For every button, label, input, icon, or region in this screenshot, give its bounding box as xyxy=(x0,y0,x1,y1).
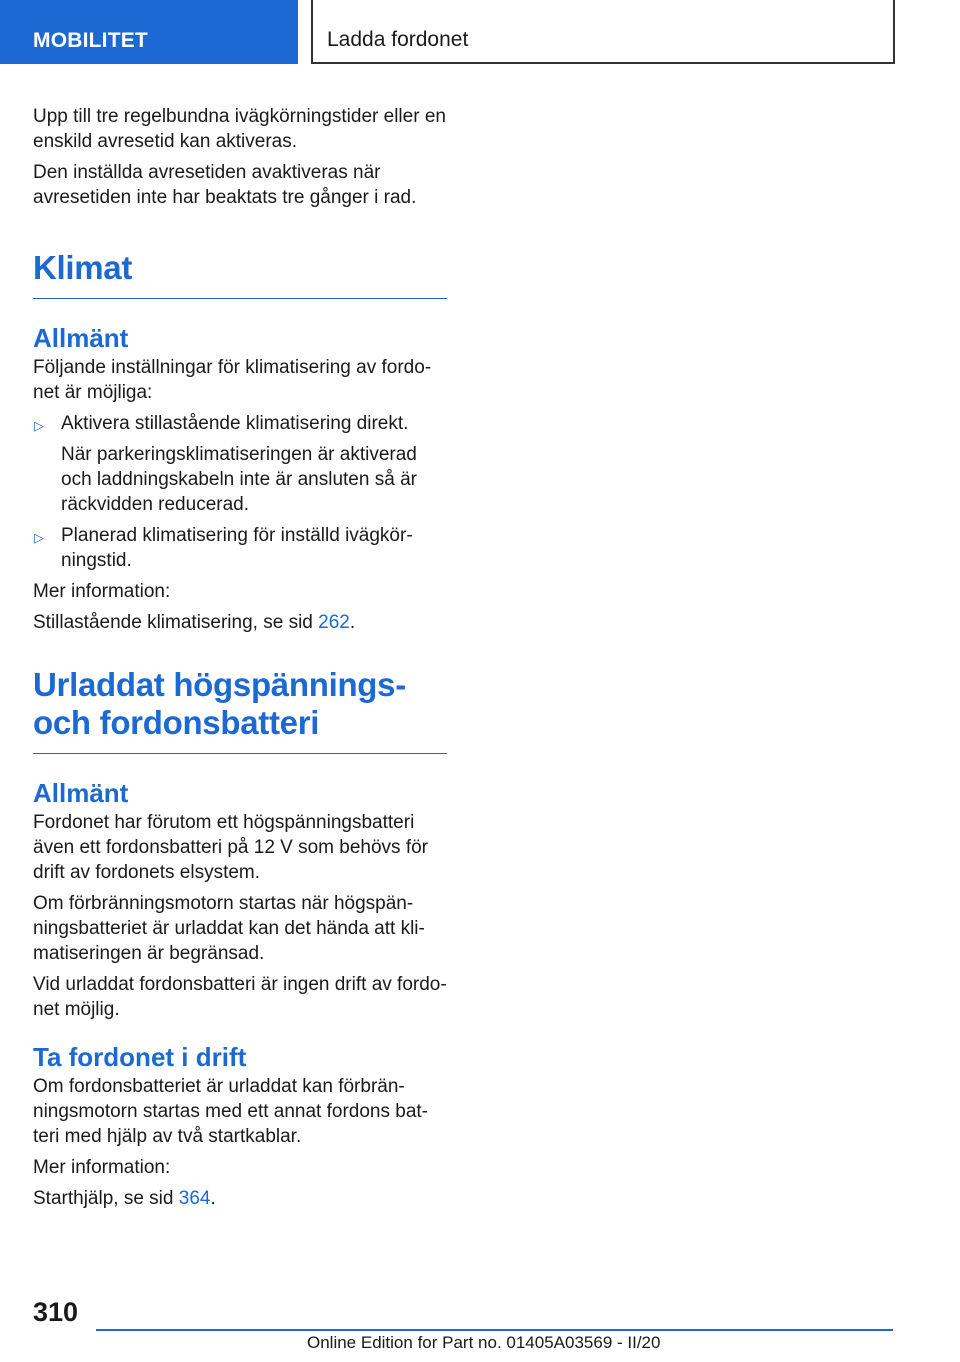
reference-end: . xyxy=(210,1188,216,1209)
intro-paragraph-2: Den inställda avresetiden avaktiveras när avresetiden inte har beaktats tre gånger i rad. xyxy=(33,162,417,208)
battery-paragraph-3: Vid urladdat fordonsbatteri är ingen drift av fordonet möjlig. xyxy=(33,974,447,1020)
battery-more-info-label: Mer information: xyxy=(33,1157,171,1178)
triangle-bullet-icon: ▷ xyxy=(34,418,44,433)
footer-divider xyxy=(96,1329,893,1331)
section-heading-klimat: Klimat xyxy=(33,249,447,299)
chapter-title: Ladda fordonet xyxy=(311,0,895,64)
list-item-text: Planerad klimatisering för inställd ivägkörningstid. xyxy=(61,525,413,571)
reference-text: Stillastående klimatisering, se sid xyxy=(33,612,319,633)
list-item-text: Aktivera stillastående klimatisering direkt. xyxy=(61,413,409,434)
klimat-reference xyxy=(33,610,447,635)
triangle-bullet-icon: ▷ xyxy=(34,530,44,545)
battery-paragraph-4: Om fordonsbatteriet är urladdat kan förbränningsmotorn startas med ett annat fordons batteri med hjälp av två startkablar. xyxy=(33,1076,428,1147)
list-item xyxy=(33,523,447,573)
section-heading-line-2: och fordonsbatteri xyxy=(33,704,320,741)
section-heading-line-1: Urladdat högspännings- xyxy=(33,666,406,703)
page-link-262[interactable]: 262 xyxy=(318,612,350,633)
battery-reference xyxy=(33,1186,447,1211)
reference-text: Starthjälp, se sid xyxy=(33,1188,179,1209)
klimat-paragraph-1: Följande inställningar för klimatisering av fordonet är möjliga: xyxy=(33,357,432,403)
battery-paragraph-1: Fordonet har förutom ett högspänningsbatteri även ett fordonsbatteri på 12 V som behövs för drift av fordonets elsystem. xyxy=(33,812,429,883)
subheading-allmant-klimat: Allmänt xyxy=(33,323,129,353)
section-heading-battery xyxy=(33,666,447,754)
main-content xyxy=(33,104,447,1217)
reference-end: . xyxy=(349,612,356,633)
list-item-note: När parkeringsklimatiseringen är aktiverad och laddningskabeln inte är ansluten så är räckvidden reducerad. xyxy=(61,444,417,515)
page-number: 310 xyxy=(33,1297,79,1327)
subheading-allmant-battery: Allmänt xyxy=(33,778,129,808)
klimat-more-info-label: Mer information: xyxy=(33,581,171,602)
subheading-ta-fordonet-i-drift: Ta fordonet i drift xyxy=(33,1042,247,1072)
battery-paragraph-2: Om förbränningsmotorn startas när högspänningsbatteriet är urladdat kan det hända att klimatiseringen är begränsad. xyxy=(33,893,425,964)
list-item xyxy=(33,411,447,517)
section-tab: MOBILITET xyxy=(0,0,298,64)
footer-edition: Online Edition for Part no. 01405A03569 - II/20 xyxy=(307,1333,661,1352)
intro-paragraph-1: Upp till tre regelbundna ivägkörningstider eller en enskild avresetid kan aktiveras. xyxy=(33,106,446,152)
page-link-364[interactable]: 364 xyxy=(178,1188,211,1209)
